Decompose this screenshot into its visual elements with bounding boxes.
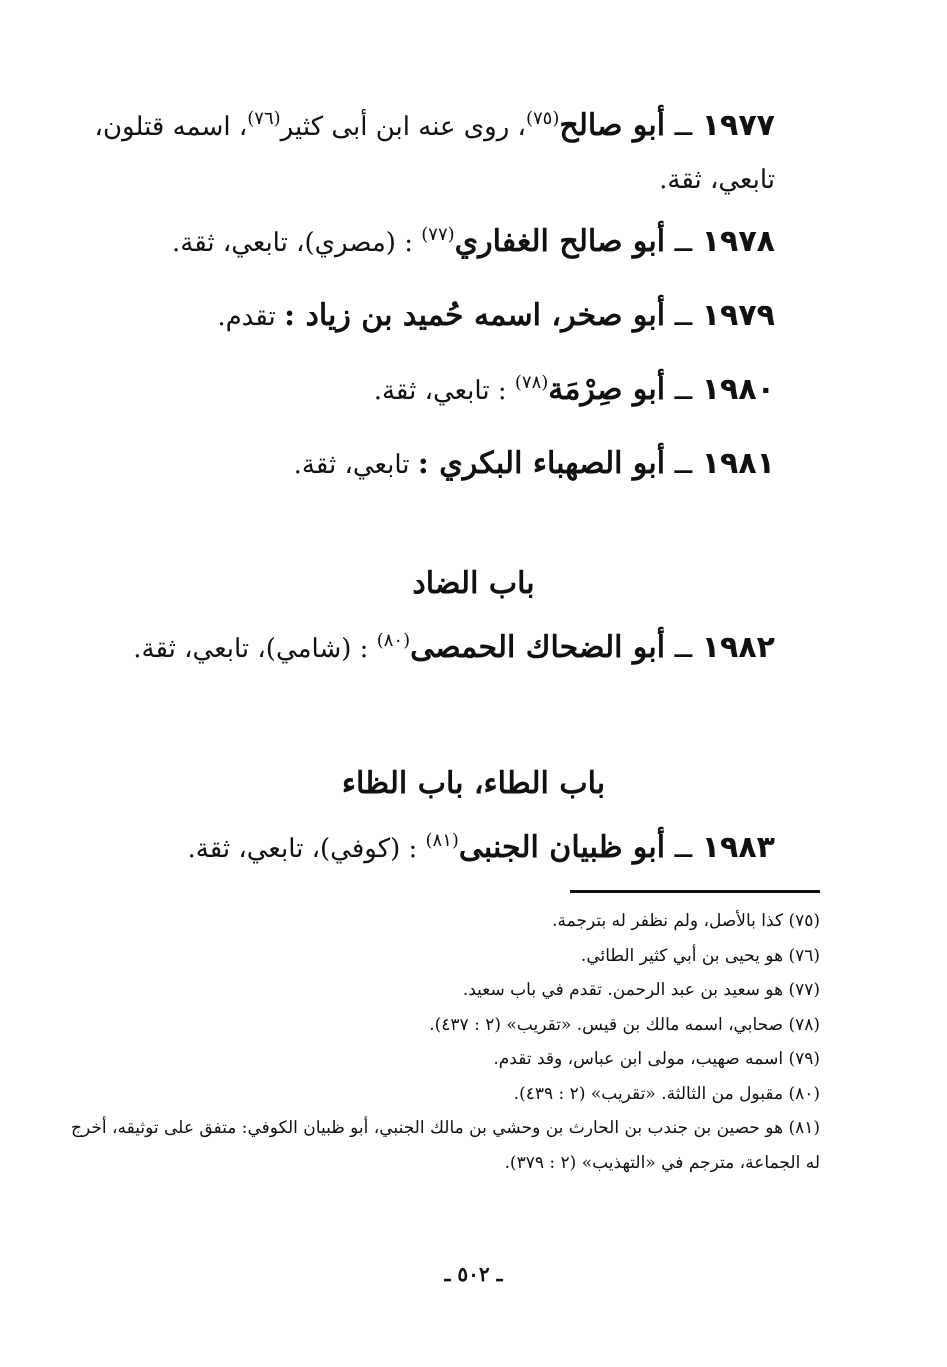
chapter-heading-dad: باب الضاد [412, 566, 535, 601]
entry-dash: ــ [665, 224, 702, 259]
entry-text: : (مصري)، تابعي، ثقة. [171, 228, 422, 258]
entry-name: أبو صِرْمَة [548, 372, 666, 407]
entry-text: : تابعي، ثقة. [373, 376, 515, 406]
entry-dash: ــ [665, 298, 702, 333]
entry-text: ، اسمه قتلون، تابعي، ثقة. [94, 112, 775, 195]
entry-1982 [60, 622, 775, 675]
footnote-76: (٧٦) هو يحيى بن أبي كثير الطائي. [580, 945, 820, 966]
footnotes [60, 904, 820, 1180]
entry-dash: ــ [665, 372, 702, 407]
entry-1977 [60, 100, 775, 206]
entry-text: : (كوفي)، تابعي، ثقة. [187, 834, 426, 864]
entry-dash: ــ [665, 108, 702, 143]
footnote-79: (٧٩) اسمه صهيب، مولى ابن عباس، وقد تقدم. [493, 1049, 820, 1069]
entry-number: ١٩٧٧ [701, 108, 775, 143]
footnote-78: (٧٨) صحابي، اسمه مالك بن قيس. «تقريب» (٢ : ٤٣٧). [429, 1014, 820, 1035]
footnote-ref: (٧٧) [421, 224, 455, 245]
entry-text: تقدم. [217, 302, 284, 332]
entry-text: ، روى عنه ابن أبى كثير [280, 112, 526, 142]
footnote-80: (٨٠) مقبول من الثالثة. «تقريب» (٢ : ٤٣٩). [513, 1083, 820, 1104]
footnote-77: (٧٧) هو سعيد بن عبد الرحمن. تقدم في باب سعيد. [462, 980, 820, 1000]
entry-number: ١٩٧٨ [701, 224, 775, 259]
entry-name: أبو صالح الغفاري [454, 224, 666, 259]
entry-dash: ــ [665, 446, 702, 481]
footnote-81: (٨١) هو حصين بن جندب بن الحارث بن وحشي بن مالك الجنبي، أبو ظبيان الكوفي: متفق على توثيقه، أخرج له الجماعة، مترجم في «التهذيب» (٢ : ٣٧٩). [71, 1118, 820, 1173]
entry-number: ١٩٨٢ [701, 630, 775, 665]
footnote-separator [570, 890, 820, 893]
footnote-ref: (٧٥) [525, 108, 560, 129]
entry-1978 [60, 216, 775, 269]
entry-number: ١٩٨٠ [701, 372, 775, 407]
footnote-ref: (٧٨) [514, 372, 549, 393]
entry-number: ١٩٨١ [701, 446, 775, 481]
entry-text: : (شامي)، تابعي، ثقة. [133, 634, 377, 664]
entry-name: أبو الصهباء البكري : [417, 446, 666, 481]
footnote-75: (٧٥) كذا بالأصل، ولم نظفر له بترجمة. [552, 911, 820, 931]
entry-name: أبو صخر، اسمه حُميد بن زياد : [283, 298, 666, 333]
entry-name: أبو ظبيان الجنبى [458, 830, 666, 865]
page-number: ـ ٥٠٢ ـ [444, 1262, 503, 1286]
entry-1980 [60, 364, 775, 417]
entry-name: أبو صالح [559, 108, 666, 143]
entry-number: ١٩٧٩ [701, 298, 775, 333]
chapter-heading-ta-za: باب الطاء، باب الظاء [341, 766, 606, 801]
footnote-ref: (٨١) [425, 830, 459, 851]
entry-dash: ــ [665, 630, 702, 665]
entry-name: أبو الضحاك الحمصى [410, 630, 666, 665]
entry-number: ١٩٨٣ [701, 830, 775, 865]
entry-text: تابعي، ثقة. [293, 450, 418, 480]
footnote-ref: (٨٠) [376, 630, 411, 651]
entry-1981 [60, 438, 775, 491]
entry-dash: ــ [665, 830, 702, 865]
footnote-ref: (٧٦) [247, 108, 281, 129]
entry-1979 [60, 290, 775, 343]
entry-1983 [60, 822, 775, 875]
